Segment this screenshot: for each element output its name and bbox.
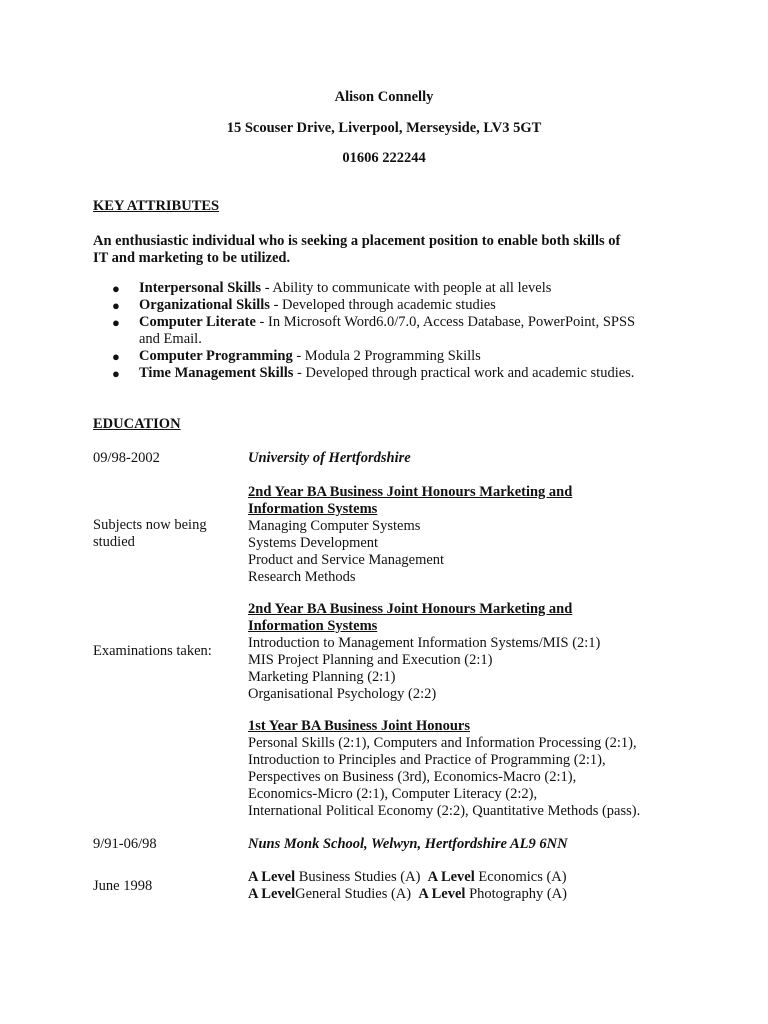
bullet-icon: ● (112, 366, 120, 381)
key-attributes-heading: KEY ATTRIBUTES (93, 198, 220, 214)
exam-item: Marketing Planning (2:1) (248, 669, 396, 685)
alevel-subject: Economics (A) (474, 869, 567, 885)
list-item (112, 280, 712, 297)
exam-item: Organisational Psychology (2:2) (248, 686, 437, 702)
subjects-label-2: studied (93, 534, 135, 550)
applicant-phone: 01606 222244 (342, 150, 426, 166)
skill-title: Computer Programming (139, 348, 293, 364)
year2b-heading-2: Information Systems (248, 618, 378, 634)
year1-heading: 1st Year BA Business Joint Honours (248, 718, 470, 734)
applicant-address: 15 Scouser Drive, Liverpool, Merseyside, LV3 5GT (226, 120, 542, 136)
subject-item: Managing Computer Systems (248, 518, 421, 534)
alevel-subject: Business Studies (A) (295, 869, 428, 885)
subject-item: Research Methods (248, 569, 356, 585)
skill-text: - Developed through academic studies (269, 297, 496, 313)
year2-heading-1: 2nd Year BA Business Joint Honours Marketing and (248, 484, 573, 500)
exam-item: MIS Project Planning and Execution (2:1) (248, 652, 493, 668)
bullet-icon: ● (112, 281, 120, 296)
school-name: Nuns Monk School, Welwyn, Hertfordshire AL9 6NN (248, 836, 568, 852)
exams-label: Examinations taken: (93, 643, 212, 659)
bullet-icon: ● (112, 315, 120, 330)
year1-line: Perspectives on Business (3rd), Economics-Macro (2:1), (248, 769, 577, 785)
year2-exams-section (248, 601, 600, 703)
summary-line-2: IT and marketing to be utilized. (93, 250, 291, 266)
bullet-icon: ● (112, 349, 120, 364)
subject-item: Systems Development (248, 535, 379, 551)
subject-item: Product and Service Management (248, 552, 445, 568)
skill-text: - Modula 2 Programming Skills (292, 348, 481, 364)
skill-text: - In Microsoft Word6.0/7.0, Access Database, PowerPoint, SPSS (255, 314, 636, 330)
skill-title: Computer Literate (139, 314, 256, 330)
alevel-label: A Level (418, 886, 466, 902)
year1-line: Introduction to Principles and Practice of Programming (2:1), (248, 752, 606, 768)
skill-title: Interpersonal Skills (139, 280, 262, 296)
list-item (112, 348, 712, 365)
alevel-date: June 1998 (93, 878, 153, 894)
subjects-label-1: Subjects now being (93, 517, 207, 533)
skill-text: - Ability to communicate with people at all levels (261, 280, 552, 296)
alevel-label: A Level (248, 869, 296, 885)
key-attributes-list (112, 280, 712, 382)
skill-text: - Developed through practical work and academic studies. (293, 365, 635, 381)
list-item (112, 297, 712, 314)
alevel-subject: General Studies (A) (295, 886, 419, 902)
year2-heading-2: Information Systems (248, 501, 378, 517)
alevel-line (248, 869, 567, 886)
list-item (112, 365, 712, 382)
year1-section (248, 718, 640, 820)
exam-item: Introduction to Management Information Systems/MIS (2:1) (248, 635, 601, 651)
list-item (112, 314, 712, 348)
skill-text-continued: and Email. (139, 331, 202, 347)
key-attributes-summary (93, 233, 733, 267)
year2-section (248, 484, 572, 586)
university-dates: 09/98-2002 (93, 450, 160, 466)
year1-line: Personal Skills (2:1), Computers and Information Processing (2:1), (248, 735, 637, 751)
alevel-results (248, 869, 567, 903)
alevel-subject: Photography (A) (465, 886, 567, 902)
school-dates: 9/91-06/98 (93, 836, 157, 852)
bullet-icon: ● (112, 298, 120, 313)
alevel-label: A Level (248, 886, 296, 902)
university-name: University of Hertfordshire (248, 450, 411, 466)
year2b-heading-1: 2nd Year BA Business Joint Honours Marketing and (248, 601, 573, 617)
year1-line: Economics-Micro (2:1), Computer Literacy (2:2), (248, 786, 538, 802)
subjects-label (93, 517, 207, 551)
skill-title: Organizational Skills (139, 297, 270, 313)
summary-line-1: An enthusiastic individual who is seeking a placement position to enable both skills of (93, 233, 621, 249)
alevel-line (248, 886, 567, 903)
applicant-name: Alison Connelly (334, 89, 434, 105)
skill-title: Time Management Skills (139, 365, 294, 381)
education-heading: EDUCATION (93, 416, 181, 432)
year1-line: International Political Economy (2:2), Quantitative Methods (pass). (248, 803, 641, 819)
alevel-label: A Level (427, 869, 475, 885)
